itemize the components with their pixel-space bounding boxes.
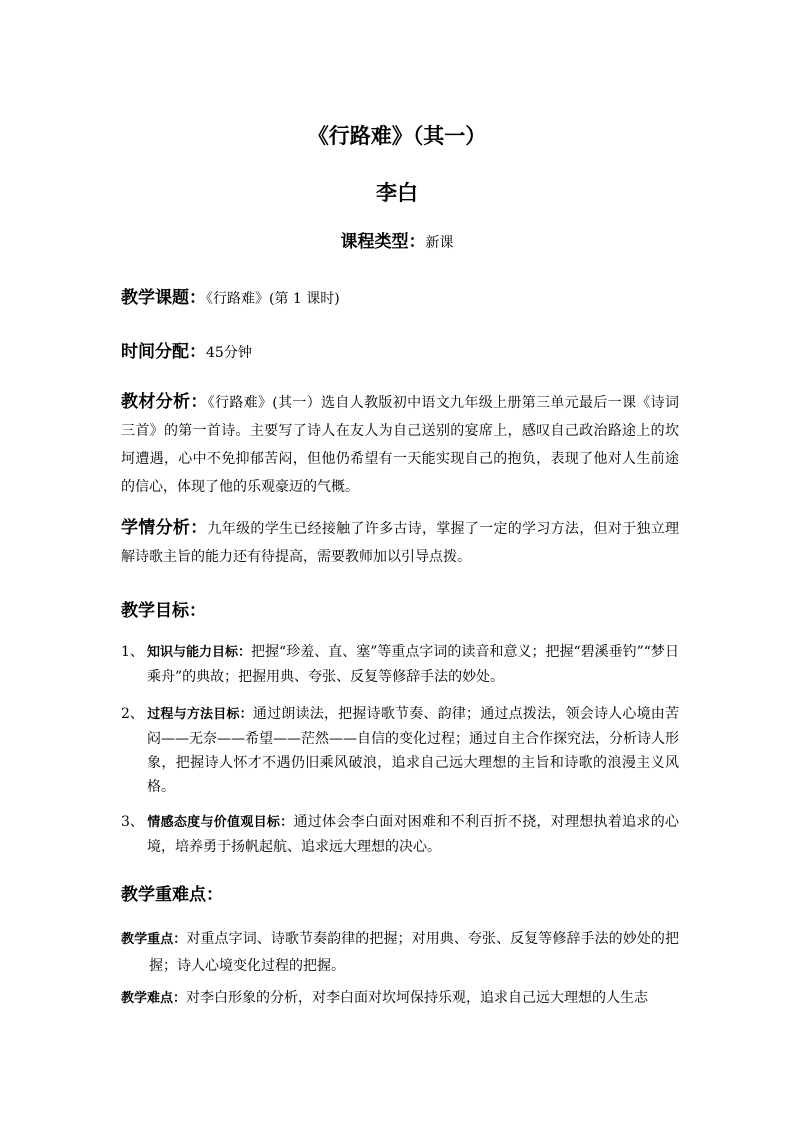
key-points-heading: 教学重难点： xyxy=(121,885,223,905)
material-analysis-label: 教材分析： xyxy=(121,392,208,412)
learner-analysis-label: 学情分析： xyxy=(121,518,208,538)
teaching-focus xyxy=(121,926,679,979)
goal-label: 过程与方法目标： xyxy=(147,707,253,722)
course-type-label: 课程类型： xyxy=(340,232,426,252)
teaching-difficulty xyxy=(121,985,679,1012)
teaching-focus-text: 对重点字词、诗歌节奏韵律的把握；对用典、夸张、反复等修辞手法的妙处的把握；诗人心境变化过程的把握。 xyxy=(149,931,679,974)
time-allocation xyxy=(121,337,681,362)
goal-number: 3、 xyxy=(121,814,144,830)
material-analysis xyxy=(121,388,679,501)
lesson-topic-label: 教学课题： xyxy=(121,288,206,308)
goal-number: 2、 xyxy=(121,706,144,722)
learner-analysis-text: 九年级的学生已经接触了许多古诗，掌握了一定的学习方法，但对于独立理解诗歌主旨的能力还有待提高，需要教师加以引导点拨。 xyxy=(121,521,680,565)
teaching-goals-heading: 教学目标： xyxy=(121,601,206,621)
goal-label: 知识与能力目标： xyxy=(147,645,252,660)
lesson-topic-value: 《行路难》(第 1 课时) xyxy=(206,291,340,307)
goal-label: 情感态度与价值观目标： xyxy=(147,815,294,830)
teaching-focus-label: 教学重点： xyxy=(121,932,187,947)
goal-item xyxy=(121,702,679,799)
author-name: 李白 xyxy=(376,181,418,205)
page-title: 《行路难》（其一） xyxy=(307,124,487,148)
lesson-topic xyxy=(121,283,681,308)
learner-analysis xyxy=(121,514,679,571)
time-allocation-value: 45分钟 xyxy=(206,345,252,361)
time-allocation-label: 时间分配： xyxy=(121,342,206,362)
teaching-difficulty-label: 教学难点： xyxy=(121,991,187,1006)
course-type-value: 新课 xyxy=(425,235,454,251)
goal-number: 1、 xyxy=(121,644,144,660)
goal-item xyxy=(121,640,679,689)
goal-text: 把握“珍羞、直、塞”等重点字词的读音和意义；把握“碧溪垂钓”“梦日乘舟”的典故；把握用典、夸张、反复等修辞手法的妙处。 xyxy=(147,644,679,685)
goal-text: 通过朗读法，把握诗歌节奏、韵律；通过点拨法，领会诗人心境由苦闷——无奈——希望——茫然——自信的变化过程；通过自主合作探究法，分析诗人形象，把握诗人怀才不遇仍旧乘风破浪，追求自己远大理想的主旨和诗歌的浪漫主义风格。 xyxy=(147,706,679,795)
goal-item xyxy=(121,810,679,859)
material-analysis-text: 《行路难》(其一）选自人教版初中语文九年级上册第三单元最后一课《诗词三首》的第一首诗。主要写了诗人在友人为自己送别的宴席上，感叹自己政治路途上的坎坷遭遇，心中不免抑郁苦闷，但他仍希望有一天能实现自己的抱负，表现了他对人生前途的信心，体现了他的乐观豪迈的气概。 xyxy=(121,395,679,495)
goal-text: 通过体会李白面对困难和不利百折不挠，对理想执着追求的心境，培养勇于扬帆起航、追求远大理想的决心。 xyxy=(147,814,679,855)
course-type xyxy=(0,227,794,252)
teaching-difficulty-text: 对李白形象的分析，对李白面对坎坷保持乐观，追求自己远大理想的人生志 xyxy=(186,990,649,1006)
